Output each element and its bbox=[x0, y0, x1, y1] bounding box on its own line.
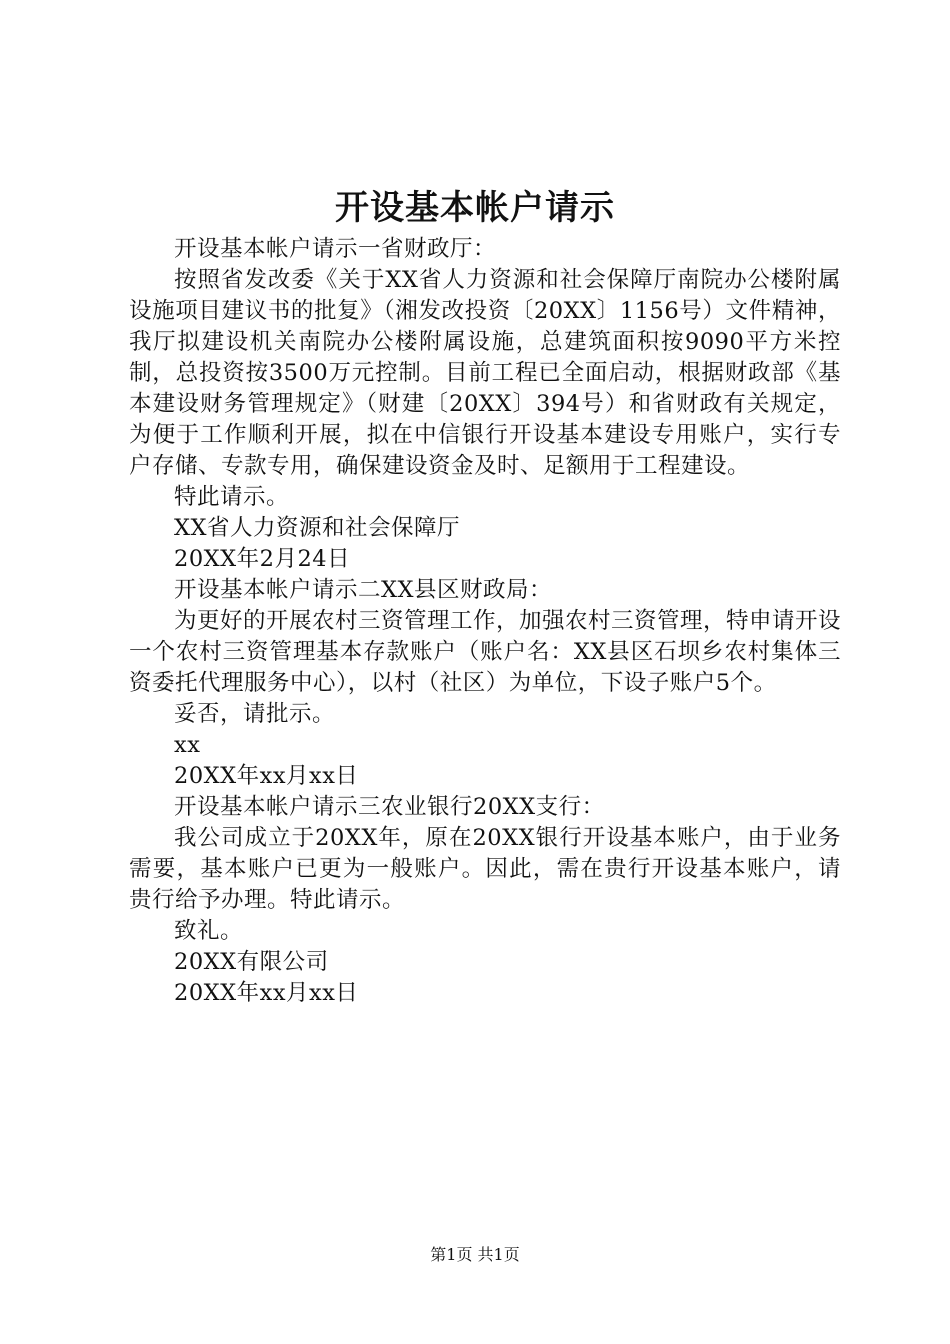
paragraph-request-three-signature: 20XX有限公司 bbox=[174, 949, 329, 975]
paragraph-request-one-body: 按照省发改委《关于XX省人力资源和社会保障厅南院办公楼附属设施项目建议书的批复》（湘发改投资〔20XX〕1156号）文件精神，我厅拟建设机关南院办公楼附属设施，总建筑面积按9090平方米控制，总投资按3500万元控制。目前工程已全面启动，根据财政部《基本建设财务管理规定》（财建〔20XX〕394号）和省财政有关规定，为便于工作顺利开展，拟在中信银行开设基本建设专用账户，实行专户存储、专款专用，确保建设资金及时、足额用于工程建设。 bbox=[129, 267, 841, 479]
paragraph-request-two-date: 20XX年xx月xx日 bbox=[174, 763, 359, 789]
paragraph-request-one-date: 20XX年2月24日 bbox=[174, 546, 351, 572]
document-title: 开设基本帐户请示 bbox=[335, 188, 615, 228]
paragraph-request-three-heading: 开设基本帐户请示三农业银行20XX支行： bbox=[174, 794, 605, 820]
document-body bbox=[129, 234, 841, 1009]
page-number-footer: 第1页 共1页 bbox=[430, 1245, 520, 1264]
paragraph-request-two-body: 为更好的开展农村三资管理工作，加强农村三资管理，特申请开设一个农村三资管理基本存款账户（账户名：XX县区石坝乡农村集体三资委托代理服务中心），以村（社区）为单位，下设子账户5个。 bbox=[129, 608, 842, 696]
paragraph-request-one-signature: XX省人力资源和社会保障厅 bbox=[174, 515, 461, 541]
paragraph-request-three-closing: 致礼。 bbox=[174, 918, 244, 944]
paragraph-request-three-body: 我公司成立于20XX年，原在20XX银行开设基本账户，由于业务需要，基本账户已更为一般账户。因此，需在贵行开设基本账户，请贵行给予办理。特此请示。 bbox=[129, 825, 841, 913]
paragraph-request-two-closing: 妥否，请批示。 bbox=[174, 701, 336, 727]
paragraph-request-three-date: 20XX年xx月xx日 bbox=[174, 980, 359, 1006]
paragraph-request-one-closing: 特此请示。 bbox=[174, 484, 290, 510]
paragraph-request-two-heading: 开设基本帐户请示二XX县区财政局： bbox=[174, 577, 553, 603]
paragraph-request-two-signature: xx bbox=[174, 732, 201, 758]
paragraph-request-one-heading: 开设基本帐户请示一省财政厅： bbox=[174, 236, 497, 262]
